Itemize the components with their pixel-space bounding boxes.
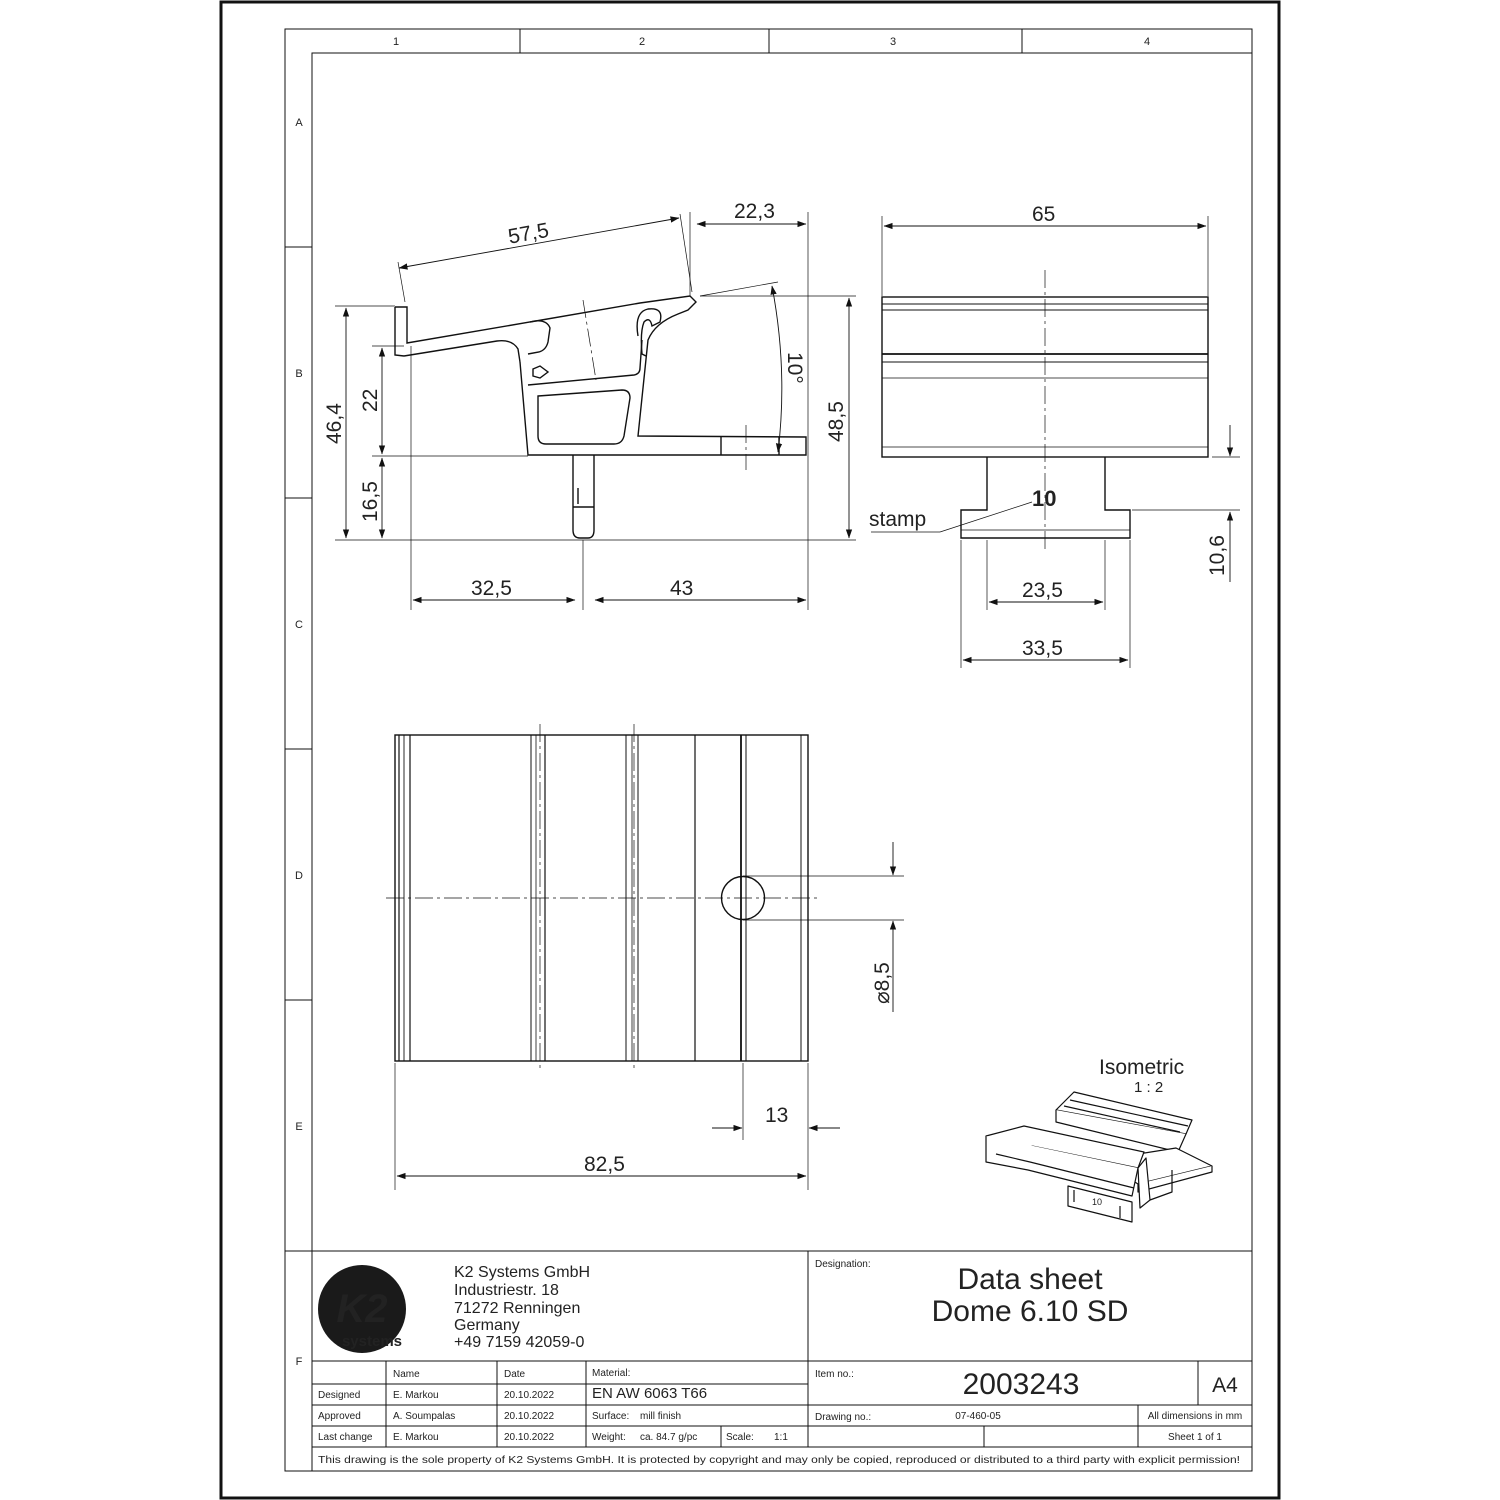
designed-role: Designed [318, 1390, 361, 1401]
side-view-texts [869, 203, 1229, 660]
dim-10-6: 10,6 [1206, 535, 1229, 576]
dim-22-3: 22,3 [734, 200, 775, 223]
profile-extension-lines [335, 212, 856, 610]
grid-row-f: F [295, 1356, 303, 1368]
dim-82-5: 82,5 [584, 1153, 625, 1176]
side-view [869, 203, 1240, 668]
top-view-dimension-lines [397, 842, 893, 1176]
scale-label: Scale: [726, 1432, 754, 1443]
top-view [386, 724, 904, 1190]
profile-dimension-lines [346, 218, 849, 600]
profile-section-view [323, 200, 856, 610]
drawing-label: Drawing no.: [815, 1412, 872, 1423]
dim-65: 65 [1032, 203, 1056, 226]
sheet-note: Sheet 1 of 1 [1168, 1432, 1222, 1443]
grid-row-c: C [295, 619, 303, 631]
weight-label: Weight: [592, 1432, 626, 1443]
approved-role: Approved [318, 1411, 361, 1422]
logo-mark: K2 [336, 1287, 388, 1331]
approved-name: A. Soumpalas [393, 1411, 456, 1422]
grid-col-1: 1 [392, 36, 400, 48]
grid-row-d: D [295, 870, 303, 882]
isometric-scale: 1 : 2 [1134, 1079, 1164, 1096]
top-view-center-lines [386, 724, 818, 1072]
stamp-label: stamp [869, 508, 927, 531]
isometric-stamp-number: 10 [1092, 1197, 1103, 1207]
dim-48-5: 48,5 [825, 401, 848, 442]
stamp-number: 10 [1032, 486, 1057, 511]
grid-col-2: 2 [638, 36, 646, 48]
name-header: Name [393, 1369, 420, 1380]
weight-value: ca. 84.7 g/pc [640, 1432, 698, 1443]
dim-57-5: 57,5 [506, 218, 551, 249]
designation-line2: Dome 6.10 SD [931, 1295, 1129, 1328]
item-label: Item no.: [815, 1369, 854, 1380]
material-label: Material: [592, 1368, 631, 1379]
isometric-title: Isometric [1099, 1056, 1185, 1079]
item-value: 2003243 [962, 1368, 1080, 1401]
company-city: 71272 Renningen [454, 1300, 581, 1317]
company-street: Industriestr. 18 [454, 1282, 559, 1299]
logo-word: systems [341, 1333, 403, 1350]
dim-23-5: 23,5 [1022, 579, 1063, 602]
scale-value: 1:1 [774, 1432, 788, 1443]
company-phone: +49 7159 42059-0 [454, 1334, 585, 1351]
dim-13: 13 [765, 1104, 789, 1127]
company-name: K2 Systems GmbH [454, 1264, 591, 1281]
title-block [285, 1251, 1252, 1466]
dim-32-5: 32,5 [471, 577, 512, 600]
units-note: All dimensions in mm [1147, 1411, 1243, 1422]
dim-43: 43 [670, 577, 694, 600]
designation-label: Designation: [815, 1259, 871, 1270]
company-logo [318, 1265, 406, 1353]
top-view-extension-lines [395, 876, 904, 1190]
company-address [454, 1264, 590, 1351]
isometric-view [986, 1056, 1212, 1222]
dim-46-4: 46,4 [323, 403, 346, 444]
material-value: EN AW 6063 T66 [592, 1385, 708, 1402]
last-change-name: E. Markou [393, 1432, 439, 1443]
designed-date: 20.10.2022 [504, 1390, 555, 1401]
drawing-value: 07-460-05 [955, 1411, 1001, 1422]
profile-outline [395, 296, 806, 538]
grid-row-a: A [295, 117, 303, 129]
last-change-date: 20.10.2022 [504, 1432, 555, 1443]
designation-line1: Data sheet [957, 1263, 1103, 1296]
dim-33-5: 33,5 [1022, 637, 1063, 660]
grid-col-4: 4 [1143, 36, 1151, 48]
dim-10-degrees: 10° [783, 352, 806, 384]
grid-row-b: B [295, 368, 303, 380]
grid-row-e: E [295, 1121, 303, 1133]
top-view-texts [584, 962, 894, 1176]
designed-name: E. Markou [393, 1390, 439, 1401]
approved-date: 20.10.2022 [504, 1411, 555, 1422]
grid-col-3: 3 [889, 36, 897, 48]
format-value: A4 [1212, 1374, 1238, 1397]
last-change-role: Last change [318, 1432, 373, 1443]
copyright-note: This drawing is the sole property of K2 Systems GmbH. It is protected by copyright and may only be copied, reproduced or distributed to a third party with explicit permission! [318, 1454, 1240, 1466]
dim-22: 22 [359, 388, 382, 412]
company-country: Germany [454, 1317, 520, 1334]
dim-16-5: 16,5 [359, 481, 382, 522]
dim-diameter-8-5: ⌀8,5 [871, 962, 894, 1004]
date-header: Date [504, 1369, 526, 1380]
surface-label: Surface: [592, 1411, 630, 1422]
surface-value: mill finish [640, 1411, 682, 1422]
